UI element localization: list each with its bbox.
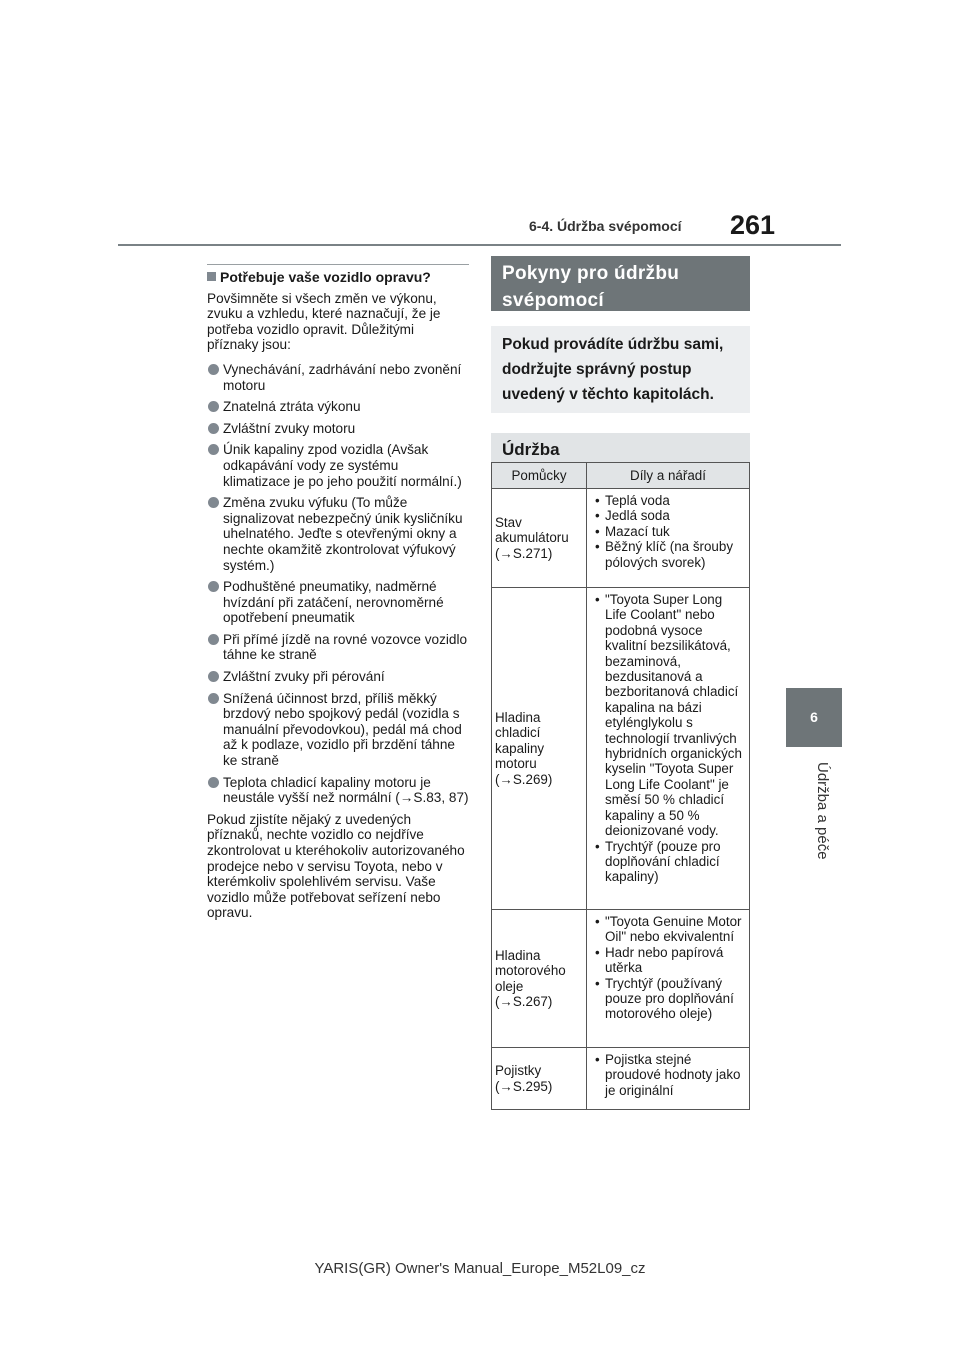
section-title: 6-4. Údržba svépomocí (529, 218, 682, 234)
round-bullet-icon (208, 497, 219, 508)
round-bullet-icon (208, 423, 219, 434)
item-cell: Stav akumulátoru (→S.271) (492, 489, 587, 588)
tools-cell (587, 1048, 750, 1110)
left-column (207, 264, 469, 930)
tools-cell (587, 489, 750, 588)
round-bullet-icon (208, 444, 219, 455)
round-bullet-icon (208, 634, 219, 645)
tool-item: • Běžný klíč (na šrouby pólových svorek) (595, 539, 734, 570)
table-row (492, 910, 750, 1048)
symptom-item: Zvláštní zvuky při pérování (207, 669, 469, 685)
tool-item: • "Toyota Genuine Motor Oil" nebo ekvivalentní (595, 914, 742, 945)
chapter-tab-title: Údržba a péče (814, 762, 831, 860)
symptom-item: Teplota chladicí kapaliny motoru je neustále vyšší než normální (→S.83, 87) (207, 775, 469, 806)
column-header: Díly a nářadí (587, 463, 750, 489)
repair-intro: Povšimněte si všech změn ve výkonu, zvuku a vzhledu, které naznačují, že je potřeba vozidlo opravit. Důležitými příznaky jsou: (207, 290, 441, 353)
symptom-item: Snížená účinnost brzd, příliš měkký brzdový nebo spojkový pedál (vozidla s manuální převodovkou), pedál má chod až k podlaze, vozidlo při brzdění táhne ke straně (207, 691, 469, 769)
tool-item: • Mazací tuk (595, 523, 670, 539)
maintenance-table (491, 462, 750, 1110)
round-bullet-icon (208, 401, 219, 412)
table-row (492, 489, 750, 588)
item-cell: Hladina motorového oleje (→S.267) (492, 910, 587, 1048)
tool-item: • Teplá voda (595, 493, 670, 508)
maintenance-subheading: Údržba (491, 433, 750, 471)
column-header: Pomůcky (492, 463, 587, 489)
item-cell: Pojistky (→S.295) (492, 1048, 587, 1110)
square-bullet-icon (207, 272, 216, 281)
maintenance-intro: Pokud provádíte údržbu sami, dodržujte správný postup uvedený v těchto kapitolách. (491, 326, 750, 413)
page-number: 261 (730, 210, 776, 240)
symptom-item: Únik kapaliny zpod vozidla (Avšak odkapávání vody ze systému klimatizace je po jeho použití normální.) (207, 442, 469, 489)
tool-item: • "Toyota Super Long Life Coolant" nebo podobná vysoce kvalitní bezsilikátová, bezaminová, bezdusitanová a bezboritanová chladicí kapalina na bázi etylénglykolu s technologií trvanlivých hybridních organických kyselin "Toyota Super Long Life Coolant" je směsí 50 % chladicí kapaliny a 50 % deionizované vody. (595, 592, 742, 839)
symptom-item: Při přímé jízdě na rovné vozovce vozidlo táhne ke straně (207, 632, 469, 663)
symptom-item: Vynechávání, zadrhávání nebo zvonění motoru (207, 362, 469, 393)
symptom-item: Zvláštní zvuky motoru (207, 421, 469, 437)
right-column (491, 256, 750, 471)
table-header-row (492, 463, 750, 489)
header-divider (118, 244, 841, 246)
tool-item: • Pojistka stejné proudové hodnoty jako je originální (595, 1052, 741, 1098)
tools-cell (587, 588, 750, 910)
repair-closing: Pokud zjistíte nějaký z uvedených příznaků, nechte vozidlo co nejdříve zkontrolovat u kteréhokoliv autorizovaného prodejce nebo v servisu Toyota, nebo v kterémkoliv spolehlivém servisu. Vaše vozidlo může potřebovat seřízení nebo opravu. (207, 811, 465, 921)
symptom-item: Znatelná ztráta výkonu (207, 399, 469, 415)
document-footer: YARIS(GR) Owner's Manual_Europe_M52L09_cz (314, 1260, 646, 1277)
repair-heading: Potřebuje vaše vozidlo opravu? (207, 270, 469, 286)
tool-item: • Jedlá soda (595, 508, 670, 524)
tool-item: • Trychtýř (používaný pouze pro doplňování motorového oleje) (595, 975, 734, 1022)
chapter-tab-number: 6 (786, 688, 842, 747)
left-column-rule (207, 264, 469, 265)
round-bullet-icon (208, 693, 219, 704)
round-bullet-icon (208, 777, 219, 788)
item-cell: Hladina chladicí kapaliny motoru (→S.269) (492, 588, 587, 910)
tools-cell (587, 910, 750, 1048)
round-bullet-icon (208, 671, 219, 682)
round-bullet-icon (208, 364, 219, 375)
tool-item: • Hadr nebo papírová utěrka (595, 944, 724, 976)
table-row (492, 588, 750, 910)
round-bullet-icon (208, 581, 219, 592)
maintenance-title: Pokyny pro údržbu svépomocí (491, 256, 750, 311)
table-row (492, 1048, 750, 1110)
tool-item: • Trychtýř (pouze pro doplňování chladicí kapaliny) (595, 838, 721, 885)
symptom-item: Podhuštěné pneumatiky, nadměrné hvízdání při zatáčení, nerovnoměrné opotřebení pneumatik (207, 579, 469, 626)
symptom-item: Změna zvuku výfuku (To může signalizovat nebezpečný únik kysličníku uhelnatého. Jeďte s otevřenými okny a nechte okamžitě zkontrolovat výfukový systém.) (207, 495, 469, 573)
